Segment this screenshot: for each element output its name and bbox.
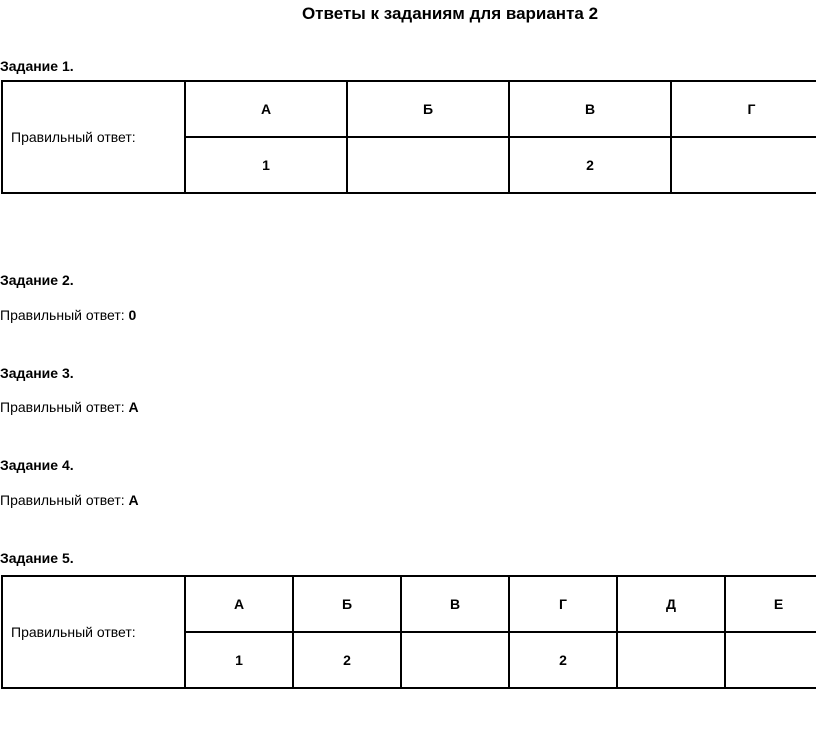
task-1-letter-cell: Б (347, 81, 509, 137)
task-5-value-cell: 2 (293, 632, 401, 688)
task-3-heading: Задание 3. (0, 365, 74, 381)
task-1-answer-label: Правильный ответ: (2, 81, 185, 193)
task-5-value-cell (617, 632, 725, 688)
task-4-answer-value: А (128, 492, 139, 508)
task-5-value-cell (725, 632, 816, 688)
task-3-answer (0, 398, 139, 416)
task-1-heading: Задание 1. (0, 58, 74, 74)
task-1-letters-row (2, 81, 816, 137)
task-5-answer-table (1, 575, 816, 689)
task-1-letter-cell: Г (671, 81, 816, 137)
task-2-answer-prefix: Правильный ответ: (0, 307, 125, 323)
task-1-value-cell (347, 137, 509, 193)
task-4-answer-prefix: Правильный ответ: (0, 492, 125, 508)
task-5-value-cell (401, 632, 509, 688)
task-5-answer-label: Правильный ответ: (2, 576, 185, 688)
task-2-answer (0, 306, 136, 324)
page-title: Ответы к заданиям для варианта 2 (301, 4, 599, 23)
task-5-letter-cell: Г (509, 576, 617, 632)
task-1-value-cell: 1 (185, 137, 347, 193)
task-1-letter-cell: В (509, 81, 671, 137)
task-1-value-cell (671, 137, 816, 193)
task-5-value-cell: 2 (509, 632, 617, 688)
task-5-heading: Задание 5. (0, 550, 74, 566)
task-4-answer (0, 491, 139, 509)
task-1-letter-cell: А (185, 81, 347, 137)
task-1-answer-table (1, 80, 816, 194)
task-5-letter-cell: Б (293, 576, 401, 632)
task-3-answer-prefix: Правильный ответ: (0, 399, 125, 415)
task-1-value-cell: 2 (509, 137, 671, 193)
task-5-letter-cell: Д (617, 576, 725, 632)
task-4-heading: Задание 4. (0, 457, 74, 473)
task-5-letter-cell: Е (725, 576, 816, 632)
task-2-heading: Задание 2. (0, 272, 74, 288)
task-2-answer-value: 0 (128, 307, 137, 323)
task-5-letters-row (2, 576, 816, 632)
task-5-letter-cell: В (401, 576, 509, 632)
task-3-answer-value: А (128, 399, 139, 415)
task-5-letter-cell: А (185, 576, 293, 632)
task-5-value-cell: 1 (185, 632, 293, 688)
